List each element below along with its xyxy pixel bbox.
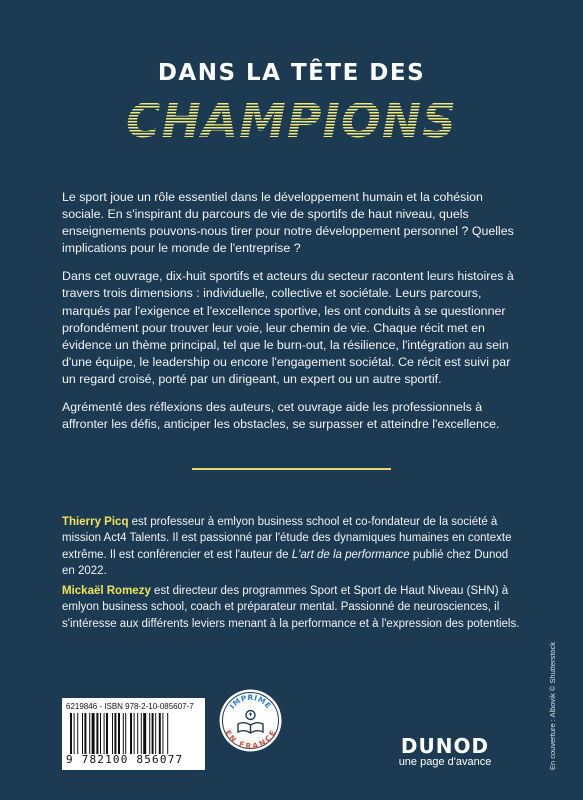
imprime-en-france-badge — [218, 688, 283, 753]
description-paragraph-3: Agrémenté des réflexions des auteurs, cet ouvrage aide les professionnels à affronter les défis, anticiper les obstacles, se surpasser et atteindre l'excellence. — [62, 400, 500, 432]
description-paragraph-1: Le sport joue un rôle essentiel dans le développement humain et la cohésion sociale. En s'inspirant du parcours de vie de sportifs de haut niveau, quels enseignements pouvons-nous tirer pour notre développement personnel ? Quelles implications pour le monde de l'entreprise ? — [62, 190, 514, 256]
barcode-bars — [70, 713, 197, 754]
publisher-logo: DUNOD — [400, 734, 490, 758]
publisher-block — [396, 734, 494, 768]
barcode-digits: 9 782100 856077 — [66, 753, 184, 766]
description — [62, 189, 522, 444]
title-line-1: DANS LA TÊTE DES — [157, 60, 426, 86]
badge-top-text: IMPRIMÉ — [227, 692, 274, 711]
barcode — [62, 698, 205, 770]
author-book-title: L'art de la performance — [291, 548, 410, 561]
author-bio-1-text-b: publié chez Dunod en 2022. — [62, 548, 509, 578]
isbn-text: 6219846 - ISBN 978-2-10-085607-7 — [66, 702, 194, 711]
author-bio-1 — [62, 514, 522, 580]
badge-bottom-text: EN FRANCE — [223, 728, 278, 751]
title-line-2: CHAMPIONS — [0, 94, 583, 149]
author-bio-2-text: est directeur des programmes Sport et Sport de Haut Niveau (SHN) à emlyon business school, coach et préparateur mental. Passionné de neurosciences, il s'intéresse aux différents leviers menant à la performance et à l'expression des potentiels. — [62, 585, 520, 630]
divider — [192, 468, 391, 470]
author-name-1: Thierry Picq — [62, 516, 129, 528]
author-bio-1-text-a: est professeur à emlyon business school et co-fondateur de la société à mission Act4 Talents. Il est passionné par l'étude des dynamiques humaines en contexte extrême. Il est conférencier et est l'auteur de — [62, 516, 512, 561]
publisher-tagline: une page d'avance — [398, 756, 492, 768]
description-paragraph-2: Dans cet ouvrage, dix-huit sportifs et acteurs du secteur racontent leurs histoires à travers trois dimensions : individuelle, collective et sociétale. Leurs parcours, marqués par l'exigence et l'excellence sportive, les ont conduits à se questionner profondément pour trouver leur voie, leur chemin de vie. Chaque récit met en évidence un thème principal, tel que le burn-out, la résilience, l'intégration au sein d'une équipe, le leadership ou encore l'engagement sociétal. Ce récit est suivi par un regard croisé, porté par un dirigeant, un expert ou un autre sportif. — [62, 269, 514, 386]
cover-credit: En couverture : Albovik © Shutterstock — [548, 641, 557, 770]
author-name-2: Mickaël Romezy — [62, 585, 151, 597]
author-bio-2 — [62, 583, 522, 632]
